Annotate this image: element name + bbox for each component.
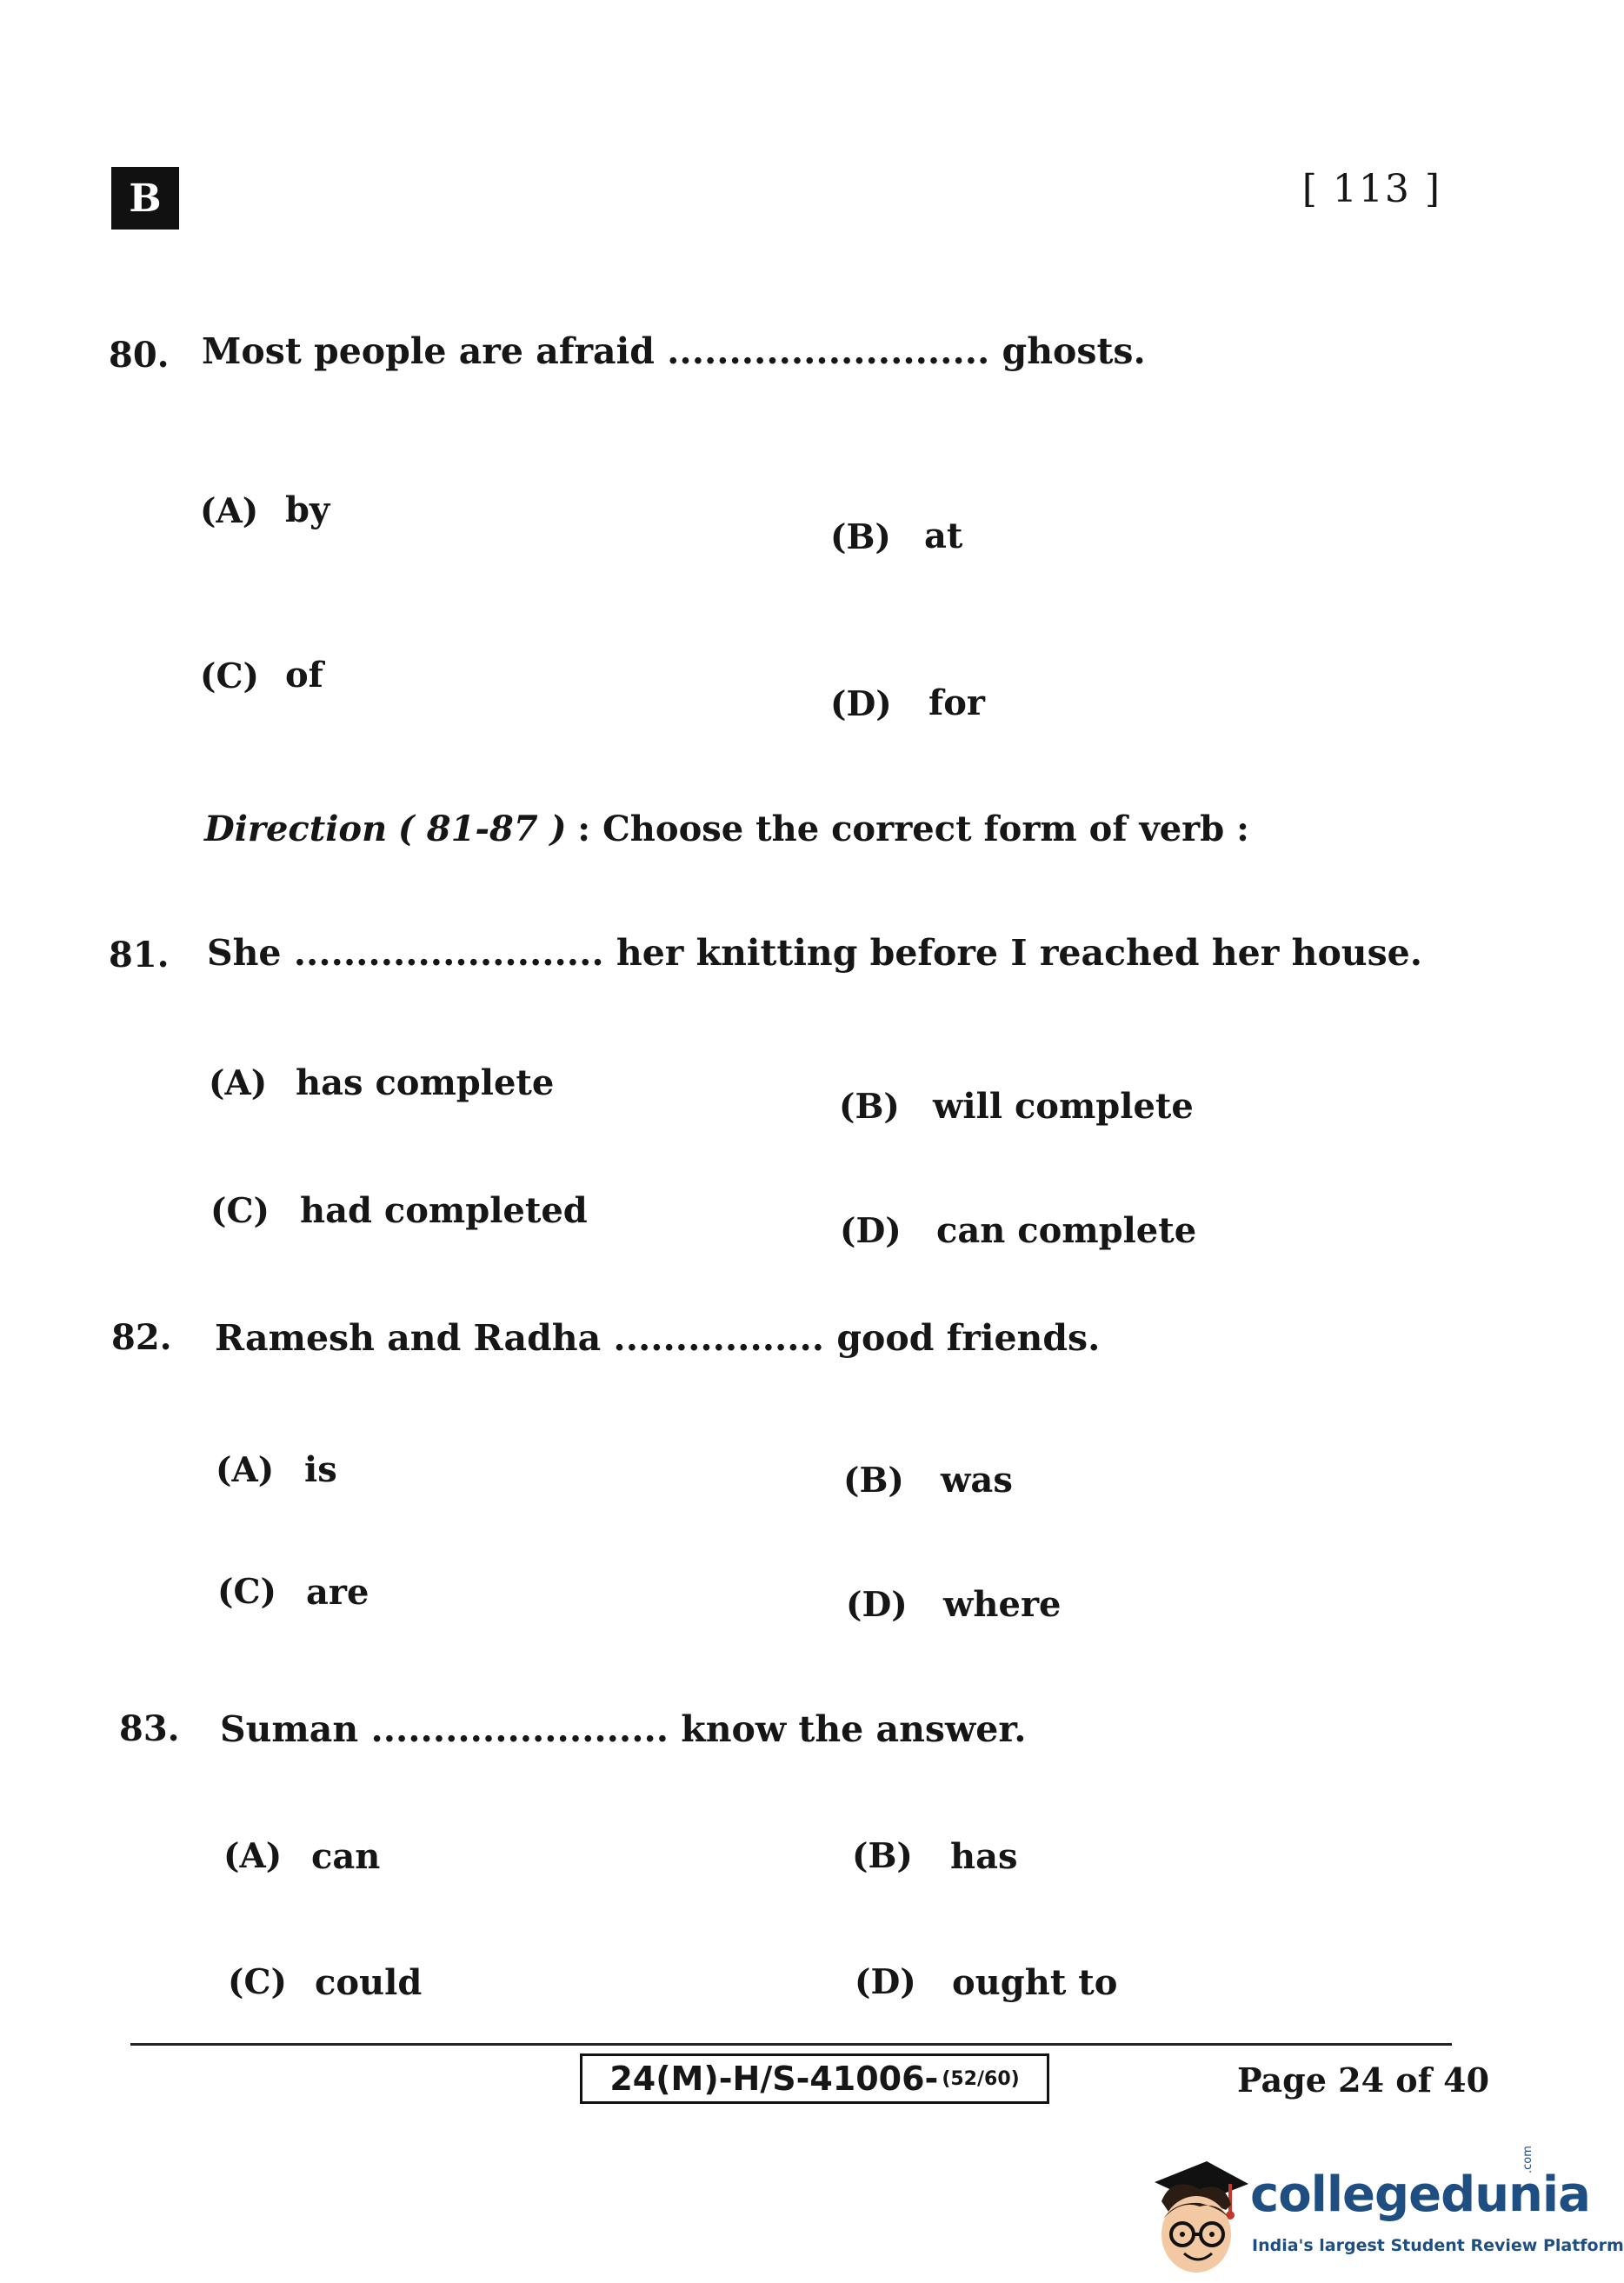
option-letter: (A) bbox=[200, 491, 259, 531]
direction-label: Direction bbox=[204, 809, 388, 849]
option-letter: (D) bbox=[846, 1585, 908, 1625]
footer-rule bbox=[130, 2043, 1452, 2046]
paper-code bbox=[580, 2053, 1049, 2104]
option-letter: (C) bbox=[210, 1191, 270, 1231]
option-text: at bbox=[924, 516, 963, 556]
option-text: is bbox=[304, 1449, 337, 1490]
option-letter: (A) bbox=[223, 1836, 283, 1876]
option-text: had completed bbox=[300, 1190, 588, 1231]
option-text: was bbox=[941, 1460, 1013, 1501]
option-text: of bbox=[285, 655, 323, 696]
question-text: Most people are afraid .......................... ghosts. bbox=[202, 330, 1146, 372]
question-text: She ......................... her knitting before I reached her house. bbox=[207, 932, 1423, 974]
question-text: Suman ........................ know the answer. bbox=[220, 1708, 1027, 1750]
option-text: can complete bbox=[936, 1210, 1197, 1251]
option-letter: (D) bbox=[855, 1962, 916, 2002]
question-text: Ramesh and Radha ................. good friends. bbox=[215, 1317, 1101, 1359]
option-text: by bbox=[285, 489, 330, 530]
option-text: for bbox=[928, 682, 985, 723]
paper-code-main: 24(M)-H/S-41006- bbox=[609, 2060, 939, 2098]
option-letter: (B) bbox=[839, 1087, 900, 1127]
option-letter: (B) bbox=[830, 517, 891, 557]
paper-code-suffix: (52/60) bbox=[942, 2067, 1020, 2090]
option-text: ought to bbox=[952, 1962, 1118, 2003]
question-number: 81. bbox=[109, 935, 170, 975]
option-letter: (C) bbox=[228, 1962, 287, 2002]
option-letter: (B) bbox=[852, 1836, 913, 1876]
option-letter: (B) bbox=[843, 1461, 904, 1501]
option-text: could bbox=[315, 1962, 423, 2003]
option-text: can bbox=[311, 1836, 381, 1877]
option-letter: (D) bbox=[840, 1211, 902, 1251]
option-text: are bbox=[306, 1572, 369, 1613]
logo-wordmark: collegedunia bbox=[1250, 2167, 1590, 2223]
set-badge: B bbox=[111, 167, 179, 230]
option-text: has complete bbox=[296, 1062, 555, 1103]
collegedunia-logo bbox=[1146, 2146, 1624, 2280]
page-code: [ 113 ] bbox=[1301, 167, 1441, 211]
mascot-icon bbox=[1146, 2149, 1250, 2280]
option-text: has bbox=[950, 1836, 1018, 1877]
option-letter: (C) bbox=[200, 656, 259, 696]
direction-text: : Choose the correct form of verb : bbox=[577, 809, 1249, 849]
option-letter: (D) bbox=[830, 684, 892, 724]
option-letter: (C) bbox=[217, 1572, 276, 1612]
question-number: 80. bbox=[109, 335, 170, 376]
option-letter: (A) bbox=[209, 1063, 268, 1103]
page-number: Page 24 of 40 bbox=[1237, 2060, 1490, 2100]
option-text: where bbox=[943, 1584, 1062, 1625]
question-number: 82. bbox=[111, 1317, 172, 1358]
logo-com: .com bbox=[1521, 2146, 1534, 2173]
question-number: 83. bbox=[119, 1708, 180, 1749]
option-letter: (A) bbox=[216, 1450, 275, 1490]
logo-tagline: India's largest Student Review Platform bbox=[1252, 2236, 1624, 2255]
direction-range: ( 81-87 ) bbox=[397, 809, 567, 849]
option-text: will complete bbox=[933, 1086, 1194, 1127]
direction-line bbox=[204, 809, 1249, 849]
